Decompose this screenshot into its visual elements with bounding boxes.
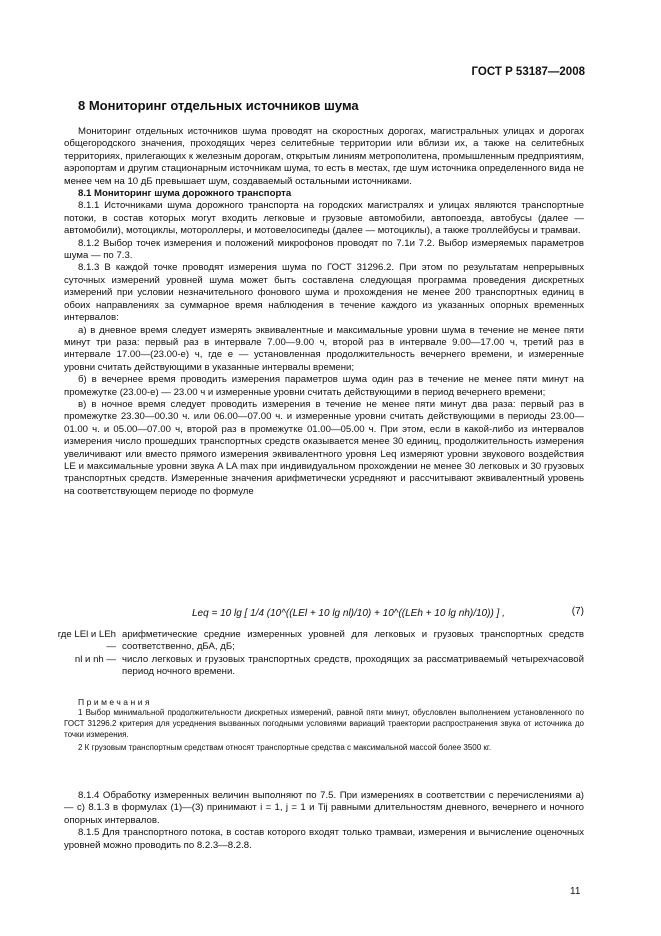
section-heading: 8 Мониторинг отдельных источников шума <box>78 98 359 113</box>
paragraph-8-1-4: 8.1.4 Обработку измеренных величин выполняют по 7.5. При измерениях в соответствии с перечислениями а) — с) 8.1.3 в формулах (1)—(3) принимают i = 1, j = 1 и Tij равными длительностям дневного, вечернего и ночного опорных интервалов. <box>64 790 584 826</box>
paragraph-b: б) в вечернее время проводить измерения параметров шума один раз в течение не менее пяти минут на промежутке (23.00-е) — 23.00 ч и измеренные уровни считать действующими в период вечернего времени; <box>64 374 584 398</box>
where-definition: арифметические средние измеренных уровней для легковых и грузовых транспортных средств соответственно, дБА, дБ; <box>122 629 584 653</box>
note-1: 1 Выбор минимальной продолжительности дискретных измерений, равной пяти минут, обусловлен выполнением установленного по ГОСТ 31296.2 критерия для усреднения вызванных погодными условиями вариаций траектории распространения звука от источника до точки измерения. <box>64 708 584 739</box>
paragraph-8-1-3: 8.1.3 В каждой точке проводят измерения шума по ГОСТ 31296.2. При этом по результатам непрерывных суточных измерений уровней шума может быть составлена следующая программа проведения дискретных измерений при условии незначительного фонового шума и прохождения не менее 200 транспортных единиц в обоих направлениях за суммарное время наблюдения в течение каждого из указанных опорных временных интервалов: <box>64 262 584 324</box>
paragraph-c: в) в ночное время следует проводить измерения в течение не менее пяти минут два раза: первый раз в промежутке 23.30—00.30 ч. или 06.00—07.00 ч. и измеренные уровни считать действующими в периоды 23.00—01.00 ч. и 05.00—07.00 ч, второй раз в промежутке 01.00—05.00 ч. При этом, если в какой-либо из интервалов измерения число прошедших транспортных средств оказывается менее 30 единиц, продолжительность измерения увеличивают или вместо прямого измерения эквивалентного уровня Leq измеряют уровни звукового воздействия LE и максимальные уровни звука A LA max при индивидуальном прохождении не менее 30 легковых и 30 грузовых транспортных средств. Измеренные значения арифметически усредняют и рассчитывают эквивалентный уровень на соответствующем периоде по формуле <box>64 398 584 497</box>
where-row <box>48 654 584 679</box>
where-definition: число легковых и грузовых транспортных средств, проходящих за рассматриваемый четырехчасовой период ночного времени. <box>122 653 584 678</box>
where-symbols: где LEl и LEh — <box>57 629 116 653</box>
formula-expression: Leq = 10 lg [ 1/4 (10^((LEl + 10 lg nl)/10) + 10^((LEh + 10 lg nh)/10)) ] , <box>192 608 505 619</box>
paragraph-8-1-2: 8.1.2 Выбор точек измерения и положений микрофонов проводят по 7.1и 7.2. Выбор измеряемых параметров шума — по 7.3. <box>64 237 584 262</box>
subsection-heading: 8.1 Мониторинг шума дорожного транспорта <box>78 188 292 200</box>
note-2: 2 К грузовым транспортным средствам относят транспортные средства с максимальной массой более 3500 кг. <box>78 743 492 753</box>
where-symbols: nl и nh — <box>74 653 116 665</box>
page-number: 11 <box>570 886 581 897</box>
notes <box>64 708 584 757</box>
body-text-lower <box>64 790 584 852</box>
formula-number: (7) <box>571 606 584 617</box>
intro-paragraph: Мониторинг отдельных источников шума проводят на скоростных дорогах, магистральных улицах и дорогах общегородского значения, проходящих через селитебные территории или вблизи их, а также на селитебных территориях, прилегающих к железным дорогам, открытым линиям метрополитена, промышленным предприятиям, аэропортам и другим стационарным источникам шума, то есть в местах, где шум источника определенного вида не менее чем на 10 дБ превышает шум, создаваемый остальными источниками. <box>64 126 584 187</box>
paragraph-a: а) в дневное время следует измерять эквивалентные и максимальные уровни шума в течение не менее пяти минут три раза: первый раз в интервале 7.00—9.00 ч, второй раз в интервале 9.00—17.00 ч, третий раз в интервале 17.00—(23.00-е) ч, где е — установленная продолжительность вечернего времени, и измеренные уровни считать действующими в указанные интервалы времени; <box>64 324 584 373</box>
where-block <box>48 629 584 679</box>
paragraph-8-1-5: 8.1.5 Для транспортного потока, в состав которого входят только трамваи, измерения и вычисление оценочных уровней можно проводить по 8.2.3—8.2.8. <box>64 827 584 851</box>
where-row <box>48 629 584 654</box>
body-text <box>64 126 584 498</box>
notes-title: Примечания <box>78 697 153 707</box>
paragraph-8-1-1: 8.1.1 Источниками шума дорожного транспорта на городских магистралях и улицах являются транспортные потоки, в состав которых могут входить легковые и грузовые автомобили, автопоезда, автобусы (далее — автомобили), мотоциклы, мотороллеры, и мотовелосипеды (далее — мотоциклы), а также троллейбусы и трамваи. <box>64 200 584 237</box>
document-header: ГОСТ Р 53187—2008 <box>471 66 585 78</box>
